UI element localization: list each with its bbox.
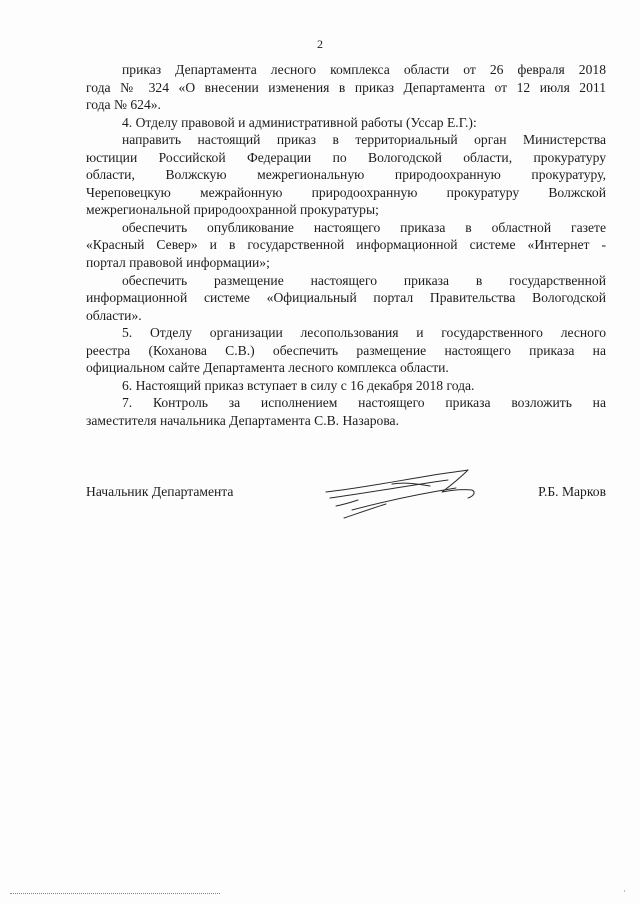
text-line: реестра (Коханова С.В.) обеспечить размещение настоящего приказа на xyxy=(86,342,606,358)
paragraph-item-6 xyxy=(86,377,606,395)
paragraph-portal xyxy=(86,272,606,325)
paragraph-item-4 xyxy=(86,114,606,132)
text-line: области». xyxy=(86,307,142,323)
text-line: направить настоящий приказ в территориальный орган Министерства xyxy=(122,132,606,148)
text-line: Череповецкую межрайонную природоохранную прокуратуру Волжской xyxy=(86,184,606,200)
text-line: области, Волжскую межрегиональную природоохранную прокуратуру, xyxy=(86,167,606,183)
paragraph-previous-order xyxy=(86,61,606,114)
text-line: юстиции Российской Федерации по Вологодской области, прокуратуру xyxy=(86,149,606,165)
text-line: информационной системе «Официальный портал Правительства Вологодской xyxy=(86,290,606,306)
page-number: 2 xyxy=(317,37,323,51)
text-line: обеспечить размещение настоящего приказа в государственной xyxy=(122,272,606,288)
paragraph-item-5 xyxy=(86,324,606,377)
text-line: заместителя начальника Департамента С.В. Назарова. xyxy=(86,412,399,428)
text-line: 7. Контроль за исполнением настоящего приказа возложить на xyxy=(122,395,606,411)
text-line: 4. Отделу правовой и административной работы (Уссар Е.Г.): xyxy=(122,114,477,130)
text-line: приказ Департамента лесного комплекса области от 26 февраля 2018 xyxy=(122,62,606,77)
text-line: портал правовой информации»; xyxy=(86,255,270,271)
text-line: года № 624». xyxy=(86,97,161,113)
corner-mark-icon: · xyxy=(623,886,626,896)
document-body xyxy=(86,61,606,429)
text-line: обеспечить опубликование настоящего приказа в областной газете xyxy=(122,219,606,235)
footer-dotted-rule xyxy=(10,893,220,894)
paragraph-send-order xyxy=(86,131,606,219)
text-line: 6. Настоящий приказ вступает в силу с 16 декабря 2018 года. xyxy=(122,377,475,393)
signatory-name: Р.Б. Марков xyxy=(538,484,606,499)
signatory-title: Начальник Департамента xyxy=(86,484,234,499)
text-line: года № 324 «О внесении изменения в приказ Департамента от 12 июля 2011 xyxy=(86,79,606,95)
text-line: межрегиональной природоохранной прокуратуры; xyxy=(86,202,379,218)
signature-block xyxy=(86,484,606,502)
text-line: официальном сайте Департамента лесного комплекса области. xyxy=(86,360,449,376)
text-line: «Красный Север» и в государственной информационной системе «Интернет - xyxy=(86,237,606,253)
paragraph-publish xyxy=(86,219,606,272)
text-line: 5. Отделу организации лесопользования и государственного лесного xyxy=(122,325,606,341)
paragraph-item-7 xyxy=(86,394,606,429)
